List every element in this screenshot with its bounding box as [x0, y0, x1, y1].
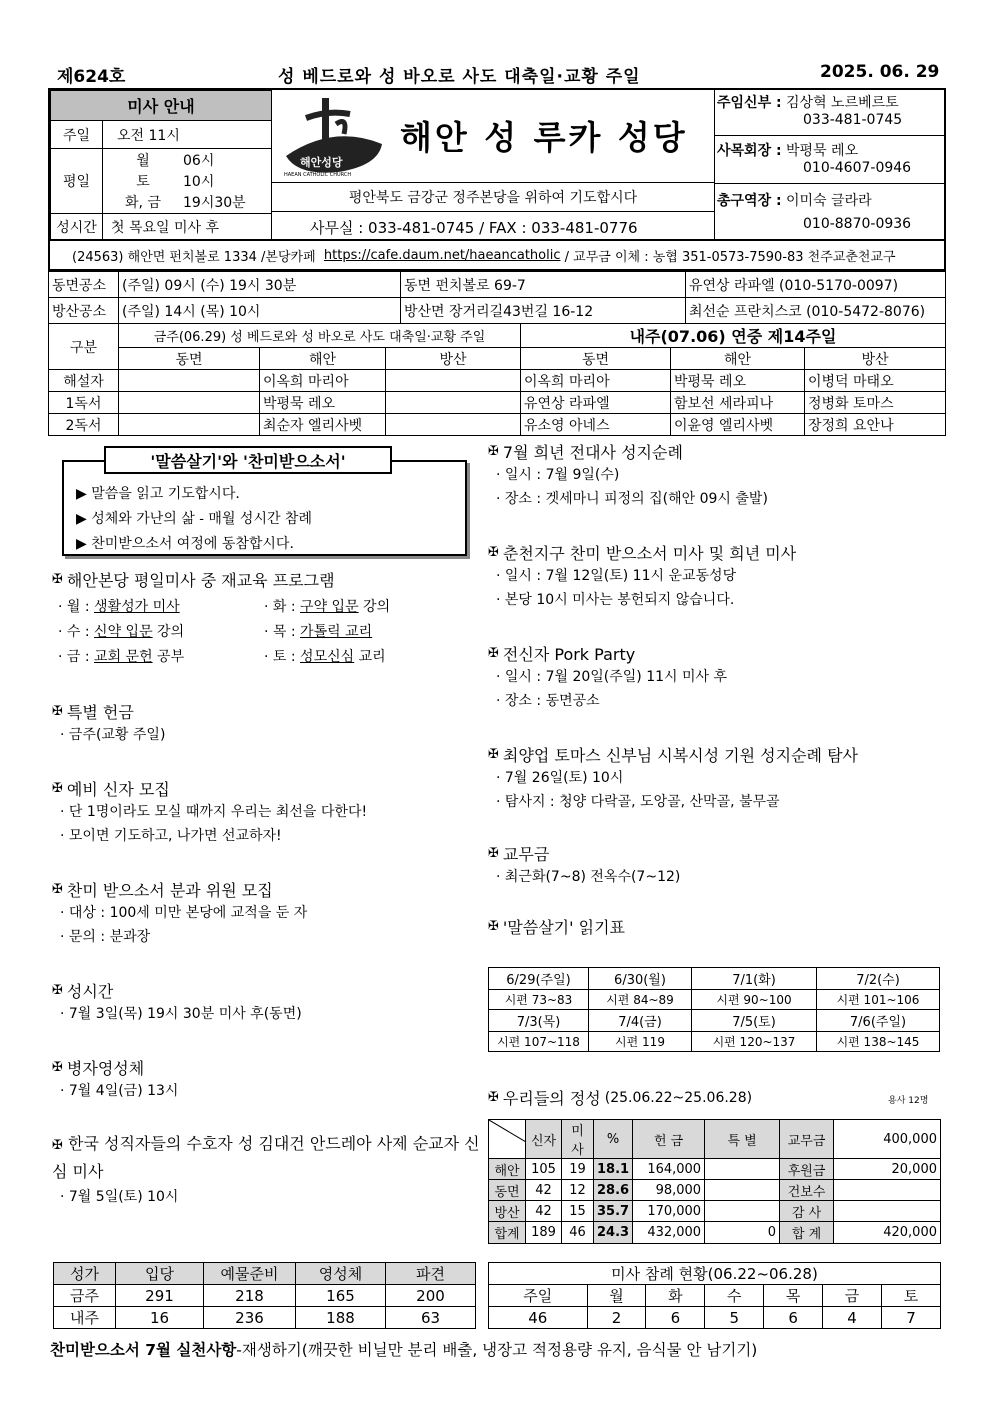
footer-text: -재생하기(깨끗한 비닐만 분리 배출, 냉장고 적정용량 유지, 음식물 안 남기기) — [236, 1341, 758, 1359]
hymn-number: 188 — [296, 1307, 386, 1329]
offering-attend: 19 — [562, 1159, 594, 1180]
logo-text: 해안성당 — [300, 156, 343, 169]
reading-date: 7/3(목) — [489, 1010, 589, 1032]
offering-amount: 432,000 — [633, 1222, 705, 1244]
attendance-day: 금 — [823, 1285, 882, 1307]
section-item: · 본당 10시 미사는 봉헌되지 않습니다. — [496, 592, 735, 608]
offering-members: 105 — [526, 1159, 562, 1180]
section-item: · 탐사지 : 청양 다락골, 도앙골, 산막골, 불무골 — [496, 794, 780, 810]
program-suffix: 공부 — [152, 649, 185, 665]
reading-date: 7/1(화) — [692, 968, 817, 990]
offering-sidevalue — [834, 1180, 941, 1201]
table-row — [489, 1180, 941, 1201]
section-title: 교무금 — [502, 845, 550, 864]
attendance-value: 7 — [881, 1307, 940, 1329]
footer-title: 찬미받으소서 7월 실천사항 — [50, 1341, 237, 1359]
offering-sidekey: 건보수 — [780, 1180, 834, 1201]
role-cell: 이옥희 마리아 — [260, 370, 386, 392]
motto-title: '말씀살기'와 '찬미받으소서' — [104, 446, 392, 474]
hymn-header: 성가 — [54, 1263, 116, 1285]
offering-total: 420,000 — [834, 1222, 941, 1244]
section-mark-icon: ✠ — [52, 1060, 63, 1075]
table-row — [49, 414, 946, 436]
section-item: · 장소 : 동면공소 — [496, 693, 600, 709]
role-cell: 유소영 아네스 — [521, 414, 671, 436]
offering-special — [705, 1159, 780, 1180]
offering-header: 미사 — [562, 1120, 594, 1159]
table-row — [49, 392, 946, 414]
reading-date: 7/2(수) — [817, 968, 940, 990]
header-box — [48, 88, 946, 241]
next-week-title: 내주(07.06) 연중 제14주일 — [521, 324, 946, 348]
offering-members: 42 — [526, 1201, 562, 1222]
station-time: (주일) 14시 (목) 10시 — [119, 298, 401, 324]
reading-date: 7/4(금) — [589, 1010, 692, 1032]
offering-total-label: 합 계 — [780, 1222, 834, 1244]
weekday-time: 19시30분 — [183, 195, 246, 212]
prayer-intention: 평안북도 금강군 정주본당을 위하여 기도합시다 — [272, 182, 714, 212]
attendance-table — [488, 1262, 941, 1329]
program-topic: 성모신심 — [300, 649, 355, 665]
offering-attend: 46 — [562, 1222, 594, 1244]
program-suffix: 강의 — [358, 599, 391, 615]
section-mark-icon: ✠ — [488, 919, 499, 934]
hymn-number: 16 — [116, 1307, 204, 1329]
role-cell: 이옥희 마리아 — [521, 370, 671, 392]
office-contact: 사무실 : 033-481-0745 / FAX : 033-481-0776 — [310, 219, 638, 237]
offering-special — [705, 1201, 780, 1222]
offering-amount: 170,000 — [633, 1201, 705, 1222]
section-item: · 일시 : 7월 12일(토) 11시 운교동성당 — [496, 568, 737, 584]
hymn-header: 파견 — [386, 1263, 476, 1285]
logo-subtext: HAEAN CATHOLIC CHURCH — [284, 172, 352, 178]
reading-passage: 시편 138~145 — [817, 1032, 940, 1052]
weekday-label: 평일 — [51, 149, 103, 213]
table-row — [54, 1285, 476, 1307]
left-column — [52, 568, 482, 1209]
program-topic: 생활성가 미사 — [94, 599, 180, 615]
section-title: 병자영성체 — [66, 1059, 145, 1078]
reading-passage: 시편 101~106 — [817, 990, 940, 1010]
section-item: · 모이면 기도하고, 나가면 선교하자! — [60, 828, 282, 844]
hymn-number: 63 — [386, 1307, 476, 1329]
program-day: · 수 : — [58, 624, 95, 640]
liturgy-roles-table — [48, 323, 946, 436]
table-row — [489, 1159, 941, 1180]
section-title: 특별 헌금 — [66, 703, 134, 722]
section-mark-icon: ✠ — [52, 882, 63, 897]
offering-header: 특 별 — [705, 1120, 780, 1159]
offering-percent: 18.1 — [594, 1159, 633, 1180]
section-title: 예비 신자 모집 — [66, 780, 170, 799]
weekday-time: 06시 — [183, 153, 215, 170]
program-suffix: 강의 — [152, 624, 185, 640]
attendance-title: 미사 참례 현황(06.22~06.28) — [489, 1263, 941, 1285]
account-text: / 교무금 이체 : 농협 351-0573-7590-83 천주교춘천교구 — [564, 249, 896, 265]
offering-place: 해안 — [489, 1159, 526, 1180]
role-cell: 박평묵 레오 — [260, 392, 386, 414]
offering-special — [705, 1180, 780, 1201]
place-header: 해안 — [671, 348, 805, 370]
offering-place: 동면 — [489, 1180, 526, 1201]
reading-table — [488, 967, 940, 1052]
section-item: · 7월 4일(금) 13시 — [60, 1083, 179, 1099]
holyhour-time: 첫 목요일 미사 후 — [103, 213, 272, 240]
role-cell — [119, 414, 260, 436]
attendance-day: 수 — [705, 1285, 764, 1307]
program-day: · 토 : — [264, 649, 301, 665]
staff-name: 김상혁 노르베르토 — [786, 95, 899, 111]
section-title: 성시간 — [66, 982, 114, 1001]
role-name: 1독서 — [49, 392, 119, 414]
role-cell: 유연상 라파엘 — [521, 392, 671, 414]
station-head: 유연상 라파엘 (010-5170-0097) — [686, 272, 946, 298]
section-mark-icon: ✠ — [488, 646, 499, 661]
program-day: · 목 : — [264, 624, 301, 640]
role-cell: 장정희 요안나 — [805, 414, 946, 436]
station-address: 동면 펀치볼로 69-7 — [401, 272, 686, 298]
section-item: · 대상 : 100세 미만 본당에 교적을 둔 자 — [60, 905, 308, 921]
offering-special: 0 — [705, 1222, 780, 1244]
section-mark-icon: ✠ — [488, 1090, 499, 1105]
section-item: · 7월 5일(토) 10시 — [60, 1189, 179, 1205]
section-item: · 최근화(7~8) 전옥수(7~12) — [496, 869, 681, 885]
station-time: (주일) 09시 (수) 19시 30분 — [119, 272, 401, 298]
section-mark-icon: ✠ — [488, 444, 499, 459]
hymn-table — [53, 1262, 476, 1329]
offering-period: (25.06.22~25.06.28) — [604, 1089, 753, 1106]
attendance-value: 5 — [705, 1307, 764, 1329]
offering-header: 헌 금 — [633, 1120, 705, 1159]
section-item: · 단 1명이라도 모실 때까지 우리는 최선을 다한다! — [60, 804, 368, 820]
section-item: · 장소 : 겟세마니 피정의 집(해안 09시 출발) — [496, 491, 768, 507]
mass-header: 미사 안내 — [51, 91, 272, 121]
attendance-day: 화 — [646, 1285, 705, 1307]
table-row — [489, 1222, 941, 1244]
offering-percent: 24.3 — [594, 1222, 633, 1244]
section-item: · 7월 26일(토) 10시 — [496, 770, 624, 786]
motto-line: ▶ 말씀을 읽고 기도합시다. — [76, 486, 240, 502]
weekday-day: 토 — [136, 174, 150, 191]
role-cell: 최순자 엘리사벳 — [260, 414, 386, 436]
cafe-link[interactable]: https://cafe.daum.net/haeancatholic — [323, 247, 561, 263]
staff-phone: 010-4607-0946 — [803, 160, 912, 176]
hymn-week: 내주 — [54, 1307, 116, 1329]
attendance-day: 주일 — [489, 1285, 588, 1307]
address-bar — [48, 241, 946, 271]
hymn-number: 218 — [204, 1285, 296, 1307]
offering-sidekey: 후원금 — [780, 1159, 834, 1180]
attendance-day: 목 — [764, 1285, 823, 1307]
reading-date: 7/5(토) — [692, 1010, 817, 1032]
reading-date: 6/29(주일) — [489, 968, 589, 990]
this-week-title: 금주(06.29) 성 베드로와 성 바오로 사도 대축일·교황 주일 — [119, 324, 521, 348]
staff-role: 주임신부 : — [717, 95, 782, 111]
place-header: 방산 — [805, 348, 946, 370]
section-item: · 일시 : 7월 9일(수) — [496, 467, 620, 483]
table-row — [489, 1201, 941, 1222]
hymn-number: 291 — [116, 1285, 204, 1307]
section-title: 한국 성직자들의 수호자 성 김대건 안드레아 사제 순교자 신심 미사 — [52, 1134, 480, 1181]
program-topic: 교회 문헌 — [94, 649, 153, 665]
feast-title: 성 베드로와 성 바오로 사도 대축일·교황 주일 — [278, 67, 641, 87]
role-name: 2독서 — [49, 414, 119, 436]
place-header: 해안 — [260, 348, 386, 370]
attendance-value: 2 — [587, 1307, 646, 1329]
program-suffix: 교리 — [354, 649, 386, 665]
weekday-time: 10시 — [183, 174, 215, 191]
offering-sidevalue: 400,000 — [834, 1120, 941, 1159]
stations-table — [48, 271, 946, 324]
reading-passage: 시편 107~118 — [489, 1032, 589, 1052]
role-cell — [119, 392, 260, 414]
sunday-time: 오전 11시 — [103, 121, 272, 149]
program-topic: 가톨릭 교리 — [300, 624, 373, 640]
hymn-header: 영성체 — [296, 1263, 386, 1285]
table-row — [49, 370, 946, 392]
reading-date: 6/30(월) — [589, 968, 692, 990]
offering-percent: 35.7 — [594, 1201, 633, 1222]
hymn-number: 165 — [296, 1285, 386, 1307]
section-mark-icon: ✠ — [52, 572, 63, 587]
offering-table — [488, 1119, 941, 1244]
offering-sidevalue — [834, 1201, 941, 1222]
offering-place: 방산 — [489, 1201, 526, 1222]
footer-practice — [50, 1338, 950, 1360]
roles-label: 구분 — [49, 324, 119, 370]
mass-schedule — [50, 90, 272, 241]
offering-members: 42 — [526, 1180, 562, 1201]
attendance-value: 46 — [489, 1307, 588, 1329]
offering-attend: 12 — [562, 1180, 594, 1201]
weekday-day: 월 — [136, 153, 150, 170]
offering-place: 합계 — [489, 1222, 526, 1244]
role-cell: 이병덕 마태오 — [805, 370, 946, 392]
offering-header: 신자 — [526, 1120, 562, 1159]
staff-phone: 033-481-0745 — [803, 112, 903, 128]
section-mark-icon: ✠ — [52, 1138, 63, 1153]
section-title: '말씀살기' 읽기표 — [502, 918, 625, 937]
role-cell — [386, 370, 521, 392]
station-address: 방산면 장거리길43번길 16-12 — [401, 298, 686, 324]
hymn-number: 200 — [386, 1285, 476, 1307]
table-row — [54, 1307, 476, 1329]
place-header: 방산 — [386, 348, 521, 370]
staff-phone: 010-8870-0936 — [803, 216, 912, 232]
role-cell: 함보선 세라피나 — [671, 392, 805, 414]
section-title: 춘천지구 찬미 받으소서 미사 및 희년 미사 — [502, 544, 797, 563]
hymn-week: 금주 — [54, 1285, 116, 1307]
reading-date: 7/6(주일) — [817, 1010, 940, 1032]
section-title: 전신자 Pork Party — [502, 645, 636, 664]
program-topic: 구약 입문 — [300, 599, 359, 615]
offering-header-corner — [489, 1120, 526, 1159]
offering-members: 189 — [526, 1222, 562, 1244]
hymn-number: 236 — [204, 1307, 296, 1329]
address-text: (24563) 해안면 펀치볼로 1334 /본당카페 — [72, 249, 316, 265]
section-mark-icon: ✠ — [488, 747, 499, 762]
role-name: 해설자 — [49, 370, 119, 392]
staff-name: 이미숙 글라라 — [786, 193, 872, 209]
program-topic: 신약 입문 — [94, 624, 153, 640]
reading-passage: 시편 84~89 — [589, 990, 692, 1010]
offering-amount: 98,000 — [633, 1180, 705, 1201]
weekday-day: 화, 금 — [125, 195, 161, 212]
offering-header: % — [594, 1120, 633, 1159]
role-cell: 이윤영 엘리사벳 — [671, 414, 805, 436]
staff-role: 총구역장 : — [717, 193, 782, 209]
church-logo — [278, 94, 388, 182]
attendance-value: 6 — [764, 1307, 823, 1329]
section-title: 7월 희년 전대사 성지순례 — [502, 443, 683, 462]
section-item: · 7월 3일(목) 19시 30분 미사 후(동면) — [60, 1006, 302, 1022]
section-mark-icon: ✠ — [52, 983, 63, 998]
hymn-header: 입당 — [116, 1263, 204, 1285]
role-cell: 박평묵 레오 — [671, 370, 805, 392]
program-day: · 월 : — [58, 599, 95, 615]
holyhour-label: 성시간 — [51, 213, 103, 240]
attendance-day: 토 — [881, 1285, 940, 1307]
section-item: · 문의 : 분과장 — [60, 929, 151, 945]
offering-sidekey: 감 사 — [780, 1201, 834, 1222]
right-column — [488, 440, 943, 938]
station-head: 최선순 프란치스코 (010-5472-8076) — [686, 298, 946, 324]
role-cell: 정병화 토마스 — [805, 392, 946, 414]
motto-line: ▶ 성체와 가난의 삶 - 매월 성시간 참례 — [76, 511, 312, 527]
church-name: 해안 성 루카 성당 — [400, 118, 688, 157]
role-cell — [386, 414, 521, 436]
offering-attend: 15 — [562, 1201, 594, 1222]
role-cell — [119, 370, 260, 392]
section-mark-icon: ✠ — [52, 704, 63, 719]
section-item: · 일시 : 7월 20일(주일) 11시 미사 후 — [496, 669, 728, 685]
program-day: · 금 : — [58, 649, 95, 665]
section-title: 최양업 토마스 신부님 시복시성 기원 성지순례 탐사 — [502, 746, 858, 765]
section-title: 해안본당 평일미사 중 재교육 프로그램 — [66, 571, 335, 590]
offering-note: 용사 12명 — [888, 1096, 929, 1106]
role-cell — [386, 392, 521, 414]
section-title: 우리들의 정성 — [502, 1089, 601, 1108]
offering-amount: 164,000 — [633, 1159, 705, 1180]
reading-passage: 시편 119 — [589, 1032, 692, 1052]
motto-line: ▶ 찬미받으소서 여정에 동참합시다. — [76, 536, 294, 552]
place-header: 동면 — [521, 348, 671, 370]
reading-passage: 시편 73~83 — [489, 990, 589, 1010]
section-mark-icon: ✠ — [488, 846, 499, 861]
section-mark-icon: ✠ — [488, 545, 499, 560]
issue-date: 2025. 06. 29 — [820, 62, 940, 82]
attendance-day: 월 — [587, 1285, 646, 1307]
offering-percent: 28.6 — [594, 1180, 633, 1201]
staff-role: 사목회장 : — [717, 143, 782, 159]
program-day: · 화 : — [264, 599, 301, 615]
hymn-header: 예물준비 — [204, 1263, 296, 1285]
section-title: 찬미 받으소서 분과 위원 모집 — [66, 881, 273, 900]
issue-number: 제624호 — [57, 67, 126, 87]
reading-passage: 시편 90~100 — [692, 990, 817, 1010]
motto-box — [62, 460, 467, 556]
section-mark-icon: ✠ — [52, 781, 63, 796]
reading-passage: 시편 120~137 — [692, 1032, 817, 1052]
station-name: 방산공소 — [49, 298, 119, 324]
staff-panel — [714, 90, 946, 241]
staff-name: 박평묵 레오 — [786, 143, 859, 159]
offering-sidekey: 교무금 — [780, 1120, 834, 1159]
place-header: 동면 — [119, 348, 260, 370]
sunday-label: 주일 — [51, 121, 103, 149]
attendance-value: 4 — [823, 1307, 882, 1329]
offering-sidevalue: 20,000 — [834, 1159, 941, 1180]
section-item: · 금주(교황 주일) — [60, 727, 166, 743]
attendance-value: 6 — [646, 1307, 705, 1329]
station-name: 동면공소 — [49, 272, 119, 298]
offering-heading — [488, 1086, 752, 1109]
